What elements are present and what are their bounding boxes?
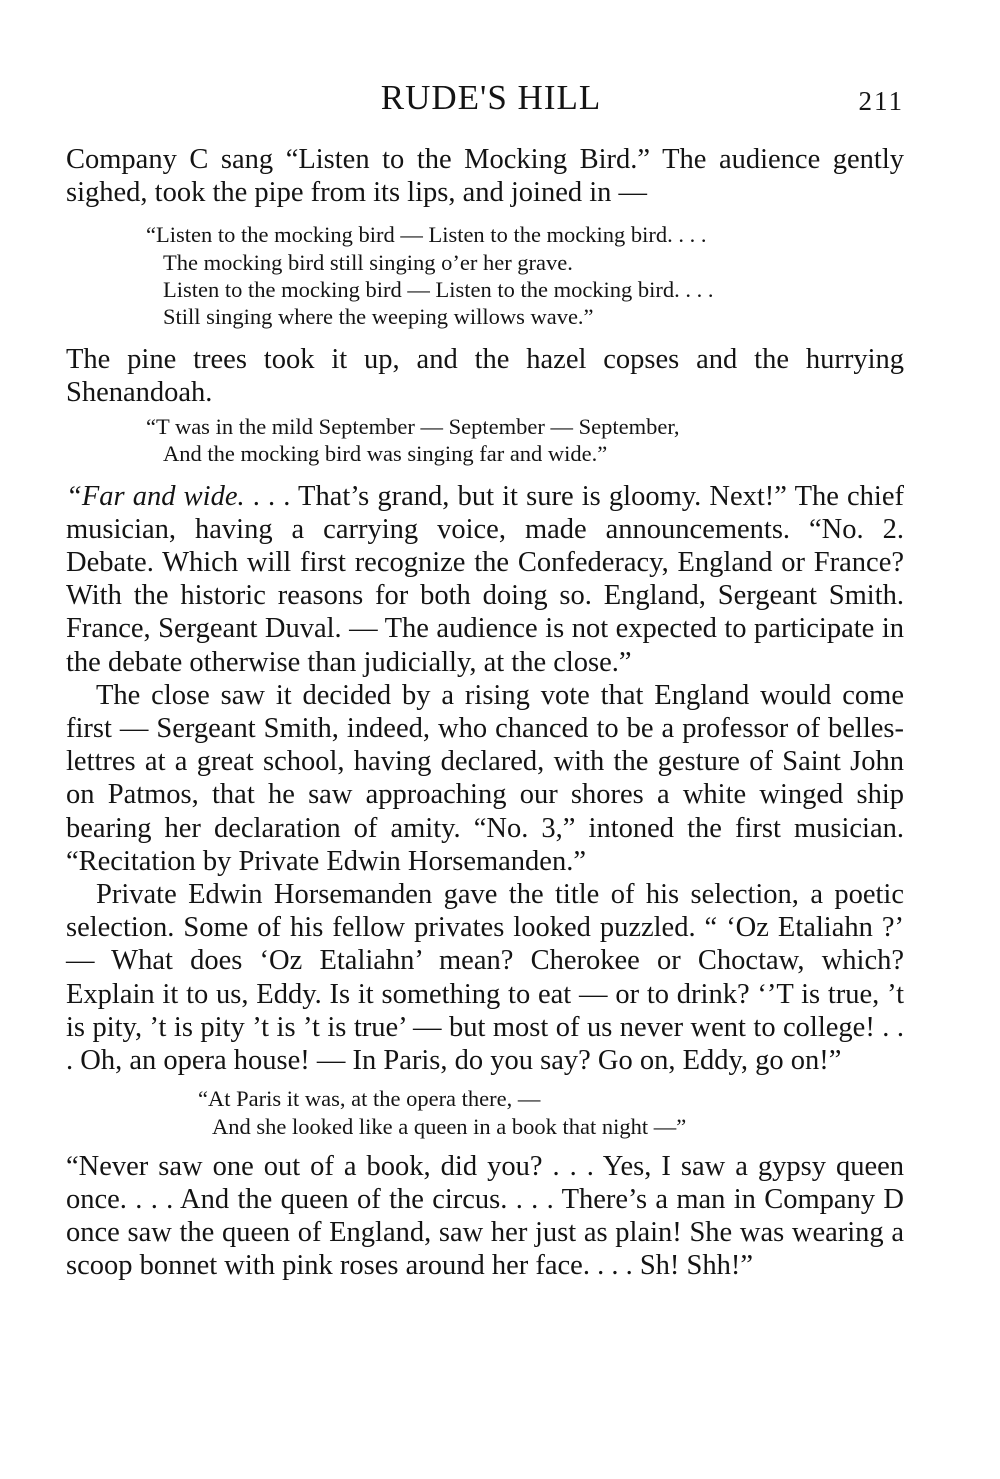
verse-line: And she looked like a queen in a book that night —” xyxy=(212,1113,687,1139)
paragraph-4: The close saw it decided by a rising vote that England would come first — Sergeant Smith, indeed, who chanced to be a professor of belles-lettres at a great school, having declared, with the gesture of Saint John on Patmos, that he saw approaching our shores a white winged ship bearing her declaration of amity. “No. 3,” intoned the first musician. “Recitation by Private Edwin Horsemanden.” xyxy=(66,679,904,877)
paragraph-6: “Never saw one out of a book, did you? . . . Yes, I saw a gypsy queen once. . . . And the queen of the circus. . . . There’s a man in Company D once saw the queen of England, saw her just as plain! She was wearing a scoop bonnet with pink roses around her face. . . . Sh! Shh!” xyxy=(66,1150,904,1282)
paragraph-3 xyxy=(66,480,904,679)
verse-line: “T was in the mild September — September — September, xyxy=(146,414,680,439)
verse-line: Still singing where the weeping willows wave.” xyxy=(163,304,594,330)
paragraph-1: Company C sang “Listen to the Mocking Bird.” The audience gently sighed, took the pipe from its lips, and joined in — xyxy=(66,144,904,209)
page-header xyxy=(0,78,1000,118)
italic-phrase: “Far and wide. xyxy=(66,480,245,512)
paragraph-3-text: . . . That’s grand, but it sure is gloomy. Next!” The chief musician, having a carrying voice, made announcements. “No. 2. Debate. Which will first recognize the Confederacy, England or France? With the historic reasons for both doing so. England, Sergeant Smith. France, Sergeant Duval. — The audience is not expected to participate in the debate otherwise than judicially, at the close.” xyxy=(66,480,904,678)
verse-line: And the mocking bird was singing far and wide.” xyxy=(163,441,608,467)
verse-line: “At Paris it was, at the opera there, — xyxy=(198,1086,541,1112)
running-head: RUDE'S HILL xyxy=(380,78,602,117)
verse-3 xyxy=(66,1085,904,1140)
page-body xyxy=(66,143,904,1283)
verse-2 xyxy=(66,413,904,468)
verse-line: The mocking bird still singing o’er her grave. xyxy=(163,249,573,275)
page-number: 211 xyxy=(858,86,904,116)
verse-line: Listen to the mocking bird — Listen to the mocking bird. . . . xyxy=(163,277,714,302)
paragraph-5: Private Edwin Horsemanden gave the title of his selection, a poetic selection. Some of his fellow privates looked puzzled. “ ‘Oz Etaliahn ?’ — What does ‘Oz Etaliahn’ mean? Cherokee or Choctaw, which? Explain it to us, Eddy. Is it something to eat — or to drink? ‘’T is true, ’t is pity, ’t is pity ’t is ’t is true’ — but most of us never went to college! . . . Oh, an opera house! — In Paris, do you say? Go on, Eddy, go on!” xyxy=(66,879,904,1077)
paragraph-2: The pine trees took it up, and the hazel copses and the hurrying Shenandoah. xyxy=(66,343,904,408)
verse-line: “Listen to the mocking bird — Listen to the mocking bird. . . . xyxy=(146,222,707,248)
verse-1 xyxy=(66,221,904,330)
